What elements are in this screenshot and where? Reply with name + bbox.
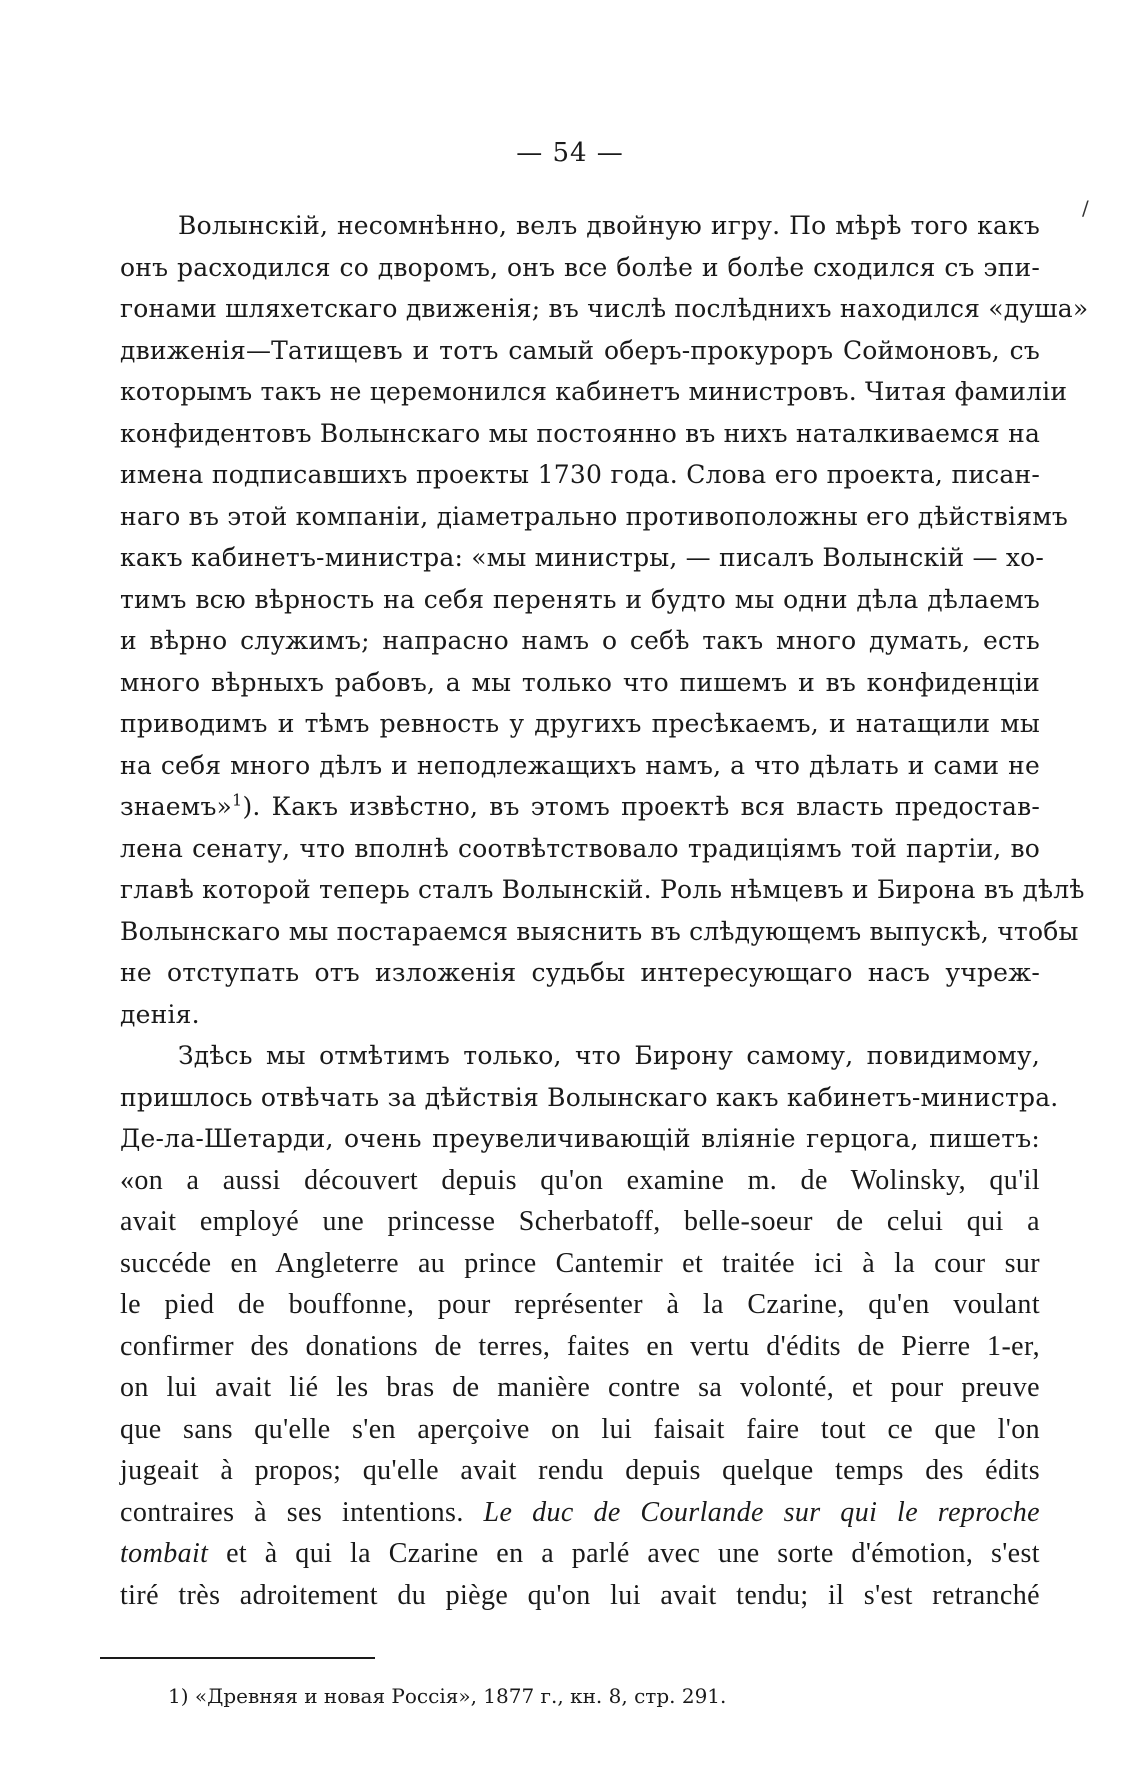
quote-line: succéde en Angleterre au prince Cantemir et traitée ici à la cour sur	[120, 1247, 1040, 1279]
text-line-with-footnote	[120, 786, 1040, 828]
footnote-divider	[100, 1657, 375, 1659]
quote-line: confirmer des donations de terres, faites en vertu d'édits de Pierre 1-er,	[120, 1330, 1040, 1362]
text-line: на себя много дѣлъ и неподлежащихъ намъ, а что дѣлать и сами не	[120, 750, 1040, 780]
text-line: конфидентовъ Волынскаго мы постоянно въ нихъ наталкиваемся на	[120, 418, 1041, 448]
quote-line: tiré très adroitement du piège qu'on lui avait tendu; il s'est retranché	[120, 1579, 1040, 1611]
page-number: — 54 —	[516, 138, 624, 168]
text-line: приводимъ и тѣмъ ревность у другихъ пресѣкаемъ, и натащили мы	[120, 709, 1040, 738]
text-line: не отступать отъ изложенія судьбы интересующаго насъ учреж-	[120, 958, 1040, 987]
text-line: какъ кабинетъ-министра: «мы министры, — писалъ Волынскій — хо-	[120, 543, 1045, 572]
text-line: лена сенату, что вполнѣ соотвѣтствовало традиціямъ той партіи, во	[120, 833, 1040, 863]
paragraph-1	[120, 205, 1089, 1035]
text-segment: знаемъ»	[120, 792, 233, 821]
quote-line: on lui avait lié les bras de manière contre sa volonté, et pour preuve	[120, 1372, 1040, 1403]
text-line: Де-ла-Шетарди, очень преувеличивающій вліяніе герцога, пишетъ:	[120, 1124, 1040, 1153]
text-line: тимъ всю вѣрность на себя перенять и будто мы одни дѣла дѣлаемъ	[120, 584, 1040, 614]
text-line: которымъ такъ не церемонился кабинетъ министровъ. Читая фамиліи	[120, 377, 1068, 406]
text-line: наго въ этой компаніи, діаметрально противоположны его дѣйствіямъ	[120, 501, 1068, 531]
italic-segment: Le duc de Courlande sur qui le reproche	[483, 1496, 1041, 1528]
paragraph-2	[120, 1035, 1059, 1616]
footnote: 1) «Древняя и новая Россія», 1877 г., кн. 8, стр. 291.	[168, 1684, 727, 1708]
text-segment: contraires à ses intentions.	[120, 1496, 464, 1528]
quote-line: le pied de bouffonne, pour représenter à la Czarine, qu'en voulant	[120, 1289, 1040, 1320]
text-line: денія.	[120, 999, 200, 1029]
quote-line: avait employé une princesse Scherbatoff, belle-soeur de celui qui a	[120, 1206, 1040, 1237]
main-text	[120, 205, 1089, 1616]
text-line: Волынскаго мы постараемся выяснить въ слѣдующемъ выпускѣ, чтобы	[120, 916, 1079, 946]
text-line: много вѣрныхъ рабовъ, а мы только что пишемъ и въ конфиденціи	[120, 667, 1040, 697]
text-line: движенія—Татищевъ и тотъ самый оберъ-прокуроръ Соймоновъ, съ	[120, 335, 1040, 365]
text-line: гонами шляхетскаго движенія; въ числѣ послѣднихъ находился «душа»	[120, 294, 1089, 323]
quote-line-italic	[120, 1492, 1040, 1534]
italic-segment: tombait	[120, 1538, 209, 1569]
quote-line: jugeait à propos; qu'elle avait rendu depuis quelque temps des édits	[120, 1455, 1040, 1486]
text-segment: ). Какъ извѣстно, въ этомъ проектѣ вся власть предостав-	[242, 792, 1040, 821]
footnote-reference[interactable]: 1	[232, 790, 243, 810]
text-line: имена подписавшихъ проекты 1730 года. Слова его проекта, писан-	[120, 460, 1040, 489]
text-line: и вѣрно служимъ; напрасно намъ о себѣ такъ много думать, есть	[120, 626, 1040, 655]
quote-line: «on a aussi découvert depuis qu'on examine m. de Wolinsky, qu'il	[120, 1164, 1040, 1196]
text-line: онъ расходился со дворомъ, онъ все болѣе и болѣе сходился съ эпи-	[120, 252, 1040, 282]
text-line: Волынскій, несомнѣнно, велъ двойную игру. По мѣрѣ того какъ	[178, 211, 1040, 240]
quote-line: que sans qu'elle s'en aperçoive on lui faisait faire tout ce que l'on	[120, 1413, 1040, 1445]
text-segment: et à qui la Czarine en a parlé avec une sorte d'émotion, s'est	[226, 1538, 1040, 1569]
text-line: главѣ которой теперь сталъ Волынскій. Роль нѣмцевъ и Бирона въ дѣлѣ	[120, 875, 1085, 904]
text-line: Здѣсь мы отмѣтимъ только, что Бирону самому, повидимому,	[178, 1041, 1040, 1070]
text-line: пришлось отвѣчать за дѣйствія Волынскаго какъ кабинетъ-министра.	[120, 1082, 1059, 1112]
quote-line-italic	[120, 1533, 1040, 1575]
margin-mark: /	[1082, 196, 1089, 220]
